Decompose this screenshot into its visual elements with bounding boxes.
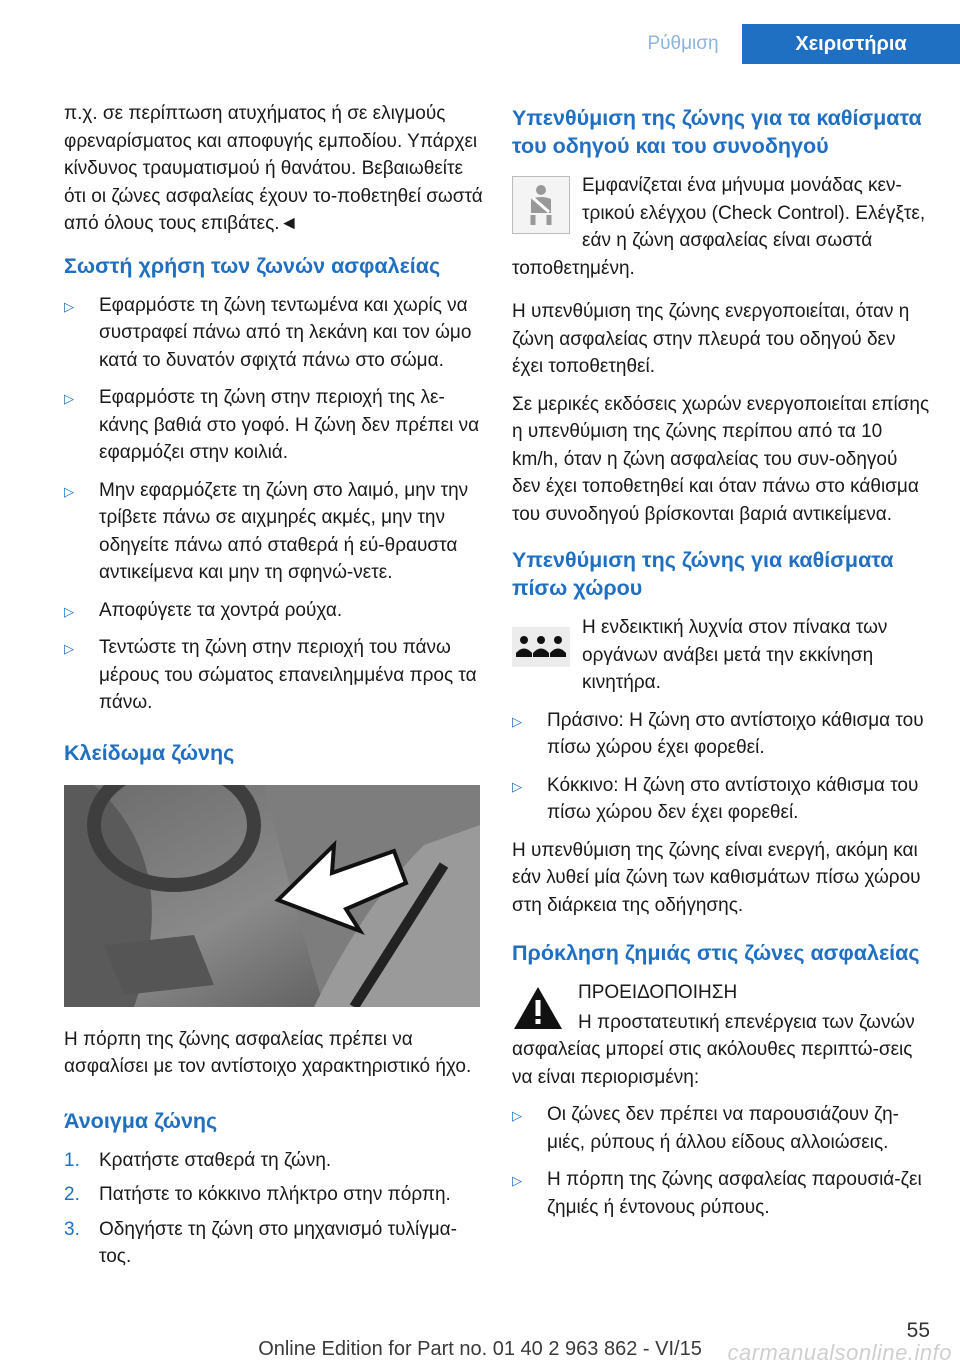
list-item: ▷ Αποφύγετε τα χοντρά ρούχα. [64, 597, 484, 625]
list-item: ▷ Μην εφαρμόζετε τη ζώνη στο λαιμό, μην την τρίβετε πάνω σε αιχμηρές ακμές, μην την οδηγείτε πάνω από σταθερά ή εύ-θραυστα αντικείμενα και μην τη σφηνώ-νετε. [64, 479, 469, 583]
triangle-bullet-icon: ▷ [512, 778, 522, 794]
warning-triangle-icon [512, 985, 564, 1031]
open-steps-list [64, 1147, 484, 1271]
open-heading: Άνοιγμα ζώνης [64, 1108, 218, 1133]
page-number: 55 [906, 1319, 930, 1342]
triangle-bullet-icon: ▷ [64, 391, 74, 406]
seatbelt-warning-icon [512, 176, 570, 234]
triangle-bullet-icon: ▷ [512, 1108, 522, 1123]
front-paragraph-2: Η υπενθύμιση της ζώνης ενεργοποιείται, όταν η ζώνη ασφαλείας στην πλευρά του οδηγού δεν έχει τοποθετηθεί. [512, 301, 910, 377]
proper-use-list [64, 292, 484, 717]
lock-heading: Κλείδωμα ζώνης [64, 740, 235, 765]
seat-belt-buckle-photo [64, 785, 480, 1007]
lock-paragraph: Η πόρπη της ζώνης ασφαλείας πρέπει να ασφαλίσει με τον αντίστοιχο χαρακτηριστικό ήχο. [64, 1028, 472, 1077]
left-column [64, 100, 484, 1278]
list-item: ▷ Πράσινο: Η ζώνη στο αντίστοιχο κάθισμα του πίσω χώρου έχει φορεθεί. [512, 709, 924, 758]
intro-paragraph: π.χ. σε περίπτωση ατυχήματος ή σε ελιγμούς φρεναρίσματος και αποφυγής εμποδίου. Υπάρχει κίνδυνος τραυματισμού ή θανάτου. Βεβαιωθείτε ότι οι ζώνες ασφαλείας έχουν το-ποθετηθεί σωστά από όλους τους επιβάτες.◄ [64, 103, 483, 234]
footer-edition-text: Online Edition for Part no. 01 40 2 963 862 - VI/15 [258, 1338, 702, 1360]
page-header [0, 0, 960, 64]
triangle-bullet-icon: ▷ [64, 483, 74, 499]
triangle-bullet-icon: ▷ [512, 1173, 522, 1188]
front-reminder-heading: Υπενθύμιση της ζώνης για τα καθίσματα του οδηγού και του συνοδηγού [512, 106, 922, 158]
proper-use-heading: Σωστή χρήση των ζωνών ασφαλείας [64, 253, 441, 278]
list-item: 1. Κρατήστε σταθερά τη ζώνη. [64, 1149, 332, 1171]
rear-paragraph: Η ενδεικτική λυχνία στον πίνακα των οργάνων ανάβει μετά την εκκίνηση κινητήρα. [582, 617, 888, 693]
damage-list [512, 1101, 930, 1221]
watermark: carmanualsonline.info [727, 1340, 952, 1365]
list-item: ▷ Εφαρμόστε τη ζώνη στην περιοχή της λε-κάνης βαθιά στο γοφό. Η ζώνη δεν πρέπει να εφαρμόζει στην κοιλιά. [64, 387, 480, 463]
rear-reminder-heading: Υπενθύμιση της ζώνης για καθίσματα πίσω χώρου [512, 548, 894, 600]
list-item: ▷ Οι ζώνες δεν πρέπει να παρουσιάζουν ζη-μιές, ρύπους ή άλλου είδους αλλοιώσεις. [512, 1104, 899, 1153]
list-item: ▷ Εφαρμόστε τη ζώνη τεντωμένα και χωρίς να συστραφεί πάνω από τη λεκάνη και τον ώμο κατά το δυνατόν σφιχτά πάνω στο σώμα. [64, 294, 472, 371]
front-paragraph-3: Σε μερικές εκδόσεις χωρών ενεργοποιείται επίσης η υπενθύμιση της ζώνης περίπου από τα 10 km/h, όταν η ζώνη ασφαλείας του συν-οδηγού δεν έχει τοποθετηθεί και όταν πάνω στο κάθισμα του συνοδηγού βρίσκονται βαριά αντικείμενα. [512, 393, 930, 525]
triangle-bullet-icon: ▷ [64, 641, 74, 656]
triangle-bullet-icon: ▷ [512, 713, 522, 729]
list-item: ▷ Τεντώστε τη ζώνη στην περιοχή του πάνω μέρους του σώματος επανειλημμένα προς τα πάνω. [64, 637, 477, 713]
rear-status-list [512, 707, 930, 827]
header-section-label: Ρύθμιση [647, 33, 719, 54]
list-item: 3. Οδηγήστε τη ζώνη στο μηχανισμό τυλίγμα-τος. [64, 1218, 457, 1267]
right-column [512, 100, 930, 1231]
list-item: ▷ Η πόρπη της ζώνης ασφαλείας παρουσιά-ζει ζημιές ή έντονους ρύπους. [512, 1169, 922, 1218]
triangle-bullet-icon: ▷ [64, 603, 74, 619]
list-item: ▷ Κόκκινο: Η ζώνη στο αντίστοιχο κάθισμα του πίσω χώρου δεν έχει φορεθεί. [512, 774, 919, 823]
front-paragraph-1: Εμφανίζεται ένα μήνυμα μονάδας κεν-τρικού ελέγχου (Check Control). Ελέγξτε, εάν η ζώνη ασφαλείας είναι σωστά τοποθετημένη. [512, 175, 926, 279]
rear-paragraph-2: Η υπενθύμιση της ζώνης είναι ενεργή, ακόμη και εάν λυθεί μία ζώνη των καθισμάτων πίσω χώρου στη διάρκεια της οδήγησης. [512, 839, 921, 916]
triangle-bullet-icon: ▷ [64, 298, 74, 314]
header-chapter-label: Χειριστήρια [742, 24, 960, 64]
damage-heading: Πρόκληση ζημιάς στις ζώνες ασφαλείας [512, 941, 920, 965]
list-item: 2. Πατήστε το κόκκινο πλήκτρο στην πόρπη. [64, 1184, 451, 1205]
rear-seats-occupancy-icon [512, 618, 570, 676]
warning-paragraph: Η προστατευτική επενέργεια των ζωνών ασφαλείας μπορεί στις ακόλουθες περιπτώ-σεις να είναι περιορισμένη: [512, 1011, 915, 1088]
warning-label: ΠΡΟΕΙΔΟΠΟΙΗΣΗ [578, 982, 738, 1003]
